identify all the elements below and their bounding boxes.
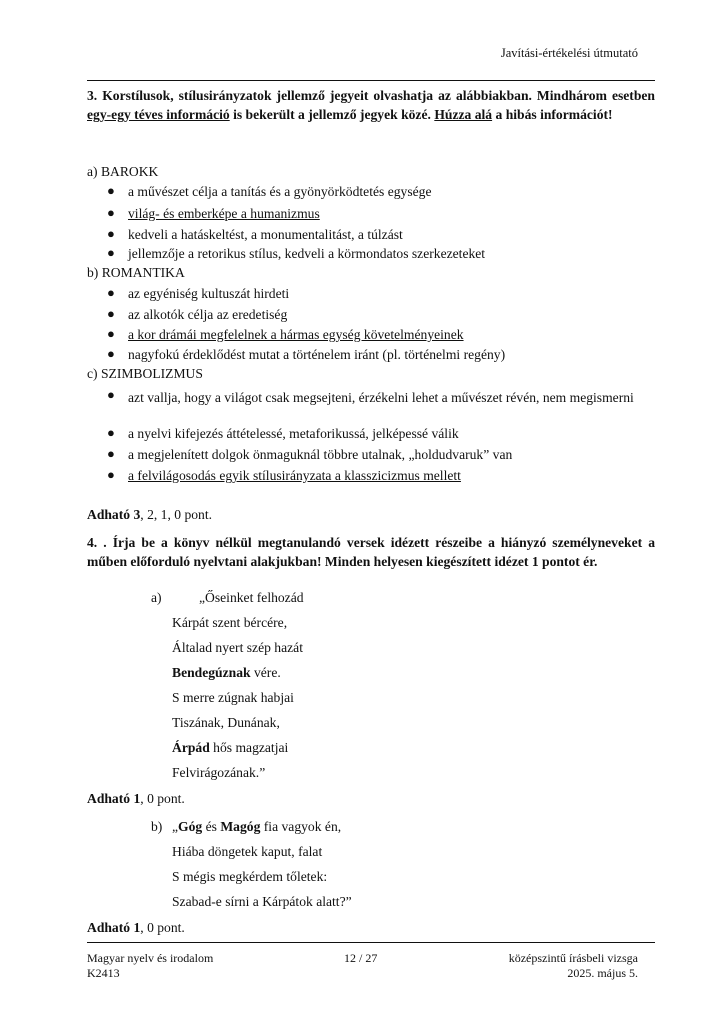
list-item-text: az egyéniség kultuszát hirdeti	[128, 286, 290, 301]
poem-a-line: S merre zúgnak habjai	[172, 690, 294, 705]
header-divider	[87, 80, 655, 81]
list-item-text: nagyfokú érdeklődést mutat a történelem iránt (pl. történelmi regény)	[128, 347, 506, 362]
poem-b-line: Szabad-e sírni a Kárpátok alatt?”	[172, 894, 352, 909]
poem-b-line: Hiába döngetek kaput, falat	[172, 844, 323, 859]
bullet-icon: ●	[107, 467, 115, 482]
poem-a-line: Kárpát szent bércére,	[172, 615, 288, 630]
filled-name: Bendegúznak	[172, 665, 251, 680]
list-item-text: az alkotók célja az eredetiség	[128, 307, 288, 322]
task3-prompt-part1: 3. Korstílusok, stílusirányzatok jellemző jegyeit olvashatja az alábbiakban. Mindhárom esetben	[87, 88, 655, 103]
page-header-title: Javítási-értékelési útmutató	[500, 46, 638, 60]
footer-divider	[87, 942, 655, 943]
filled-name: Árpád	[172, 740, 210, 755]
poem-line-mid: és	[202, 819, 221, 834]
list-item-text: jellemzője a retorikus stílus, kedveli a körmondatos szerkezeteket	[128, 246, 486, 261]
open-quote: „	[172, 819, 179, 834]
bullet-icon: ●	[107, 245, 115, 260]
score-rest: , 2, 1, 0 pont.	[140, 507, 213, 522]
score-bold: Adható 1	[87, 791, 141, 806]
bullet-icon: ●	[107, 226, 115, 241]
task3-prompt-underlined-2: Húzza alá	[434, 106, 493, 122]
task4a-score	[87, 791, 185, 807]
task3-prompt	[87, 87, 655, 124]
poem-a-line: Tiszának, Dunának,	[172, 715, 280, 730]
bullet-icon: ●	[107, 425, 115, 440]
poem-a-line	[172, 665, 281, 681]
task3-prompt-part2: is bekerült a jellemző jegyek közé.	[229, 106, 435, 122]
score-rest: , 0 pont.	[140, 791, 185, 806]
filled-name: Magóg	[220, 819, 261, 834]
list-item-text-underlined: világ- és emberképe a humanizmus	[128, 206, 320, 221]
poem-b-line	[172, 819, 341, 835]
poem-a-line: „Őseinket felhozád	[199, 590, 304, 605]
section-label-romantika: b) ROMANTIKA	[87, 265, 185, 280]
bullet-icon: ●	[107, 446, 115, 461]
task3-prompt-part3: a hibás információt!	[492, 106, 613, 122]
bullet-icon: ●	[107, 346, 115, 361]
list-item-text-underlined: a kor drámái megfelelnek a hármas egység követelményeinek	[128, 327, 464, 342]
filled-name: Góg	[178, 819, 203, 834]
score-bold: Adható 1	[87, 920, 141, 935]
bullet-icon: ●	[107, 306, 115, 321]
score-rest: , 0 pont.	[140, 920, 185, 935]
poem-line-rest: hős magzatjai	[209, 740, 289, 755]
task3-prompt-underlined-1: egy-egy téves információ	[87, 106, 230, 122]
poem-b-line: S mégis megkérdem tőletek:	[172, 869, 328, 884]
score-bold: Adható 3	[87, 507, 141, 522]
poem-a-line	[172, 740, 288, 756]
list-item-text: a művészet célja a tanítás és a gyönyörködtetés egysége	[128, 184, 432, 199]
poem-a-line: Általad nyert szép hazát	[172, 640, 303, 655]
list-item-text-underlined: a felvilágosodás egyik stílusirányzata a klasszicizmus mellett	[128, 468, 461, 483]
task4b-score	[87, 920, 185, 936]
poem-line-rest: fia vagyok én,	[260, 819, 342, 834]
list-item-text: kedveli a hatáskeltést, a monumentalitást, a túlzást	[128, 227, 403, 242]
footer-exam: középszintű írásbeli vizsga	[508, 951, 638, 965]
list-item-text: azt vallja, hogy a világot csak megsejteni, érzékelni lehet a művészet révén, nem megismerni	[128, 390, 634, 405]
part-a-letter: a)	[151, 590, 162, 605]
poem-line-rest: vére.	[250, 665, 281, 680]
bullet-icon: ●	[107, 326, 115, 341]
footer-subject: Magyar nyelv és irodalom	[87, 951, 214, 965]
bullet-icon: ●	[107, 183, 115, 198]
footer-page-number: 12 / 27	[344, 951, 378, 965]
task4-prompt: 4. . Írja be a könyv nélkül megtanulandó versek idézett részeibe a hiányzó személyneveket a műben előforduló nyelvtani alakjukban! Minden helyesen kiegészített idézet 1 pontot ér.	[87, 535, 655, 569]
part-b-letter: b)	[151, 819, 163, 834]
bullet-icon: ●	[107, 387, 115, 402]
list-item-text: a nyelvi kifejezés áttételessé, metaforikussá, jelképessé válik	[128, 426, 459, 441]
bullet-icon: ●	[107, 285, 115, 300]
section-label-barokk: a) BAROKK	[87, 164, 159, 179]
poem-a-line: Felvirágozának.”	[172, 765, 266, 780]
task3-score	[87, 507, 212, 523]
footer-date: 2025. május 5.	[567, 966, 638, 980]
list-item-text: a megjelenített dolgok önmaguknál többre utalnak, „holdudvaruk” van	[128, 447, 513, 462]
section-label-szimbolizmus: c) SZIMBOLIZMUS	[87, 366, 203, 381]
footer-code: K2413	[87, 966, 120, 980]
bullet-icon: ●	[107, 205, 115, 220]
